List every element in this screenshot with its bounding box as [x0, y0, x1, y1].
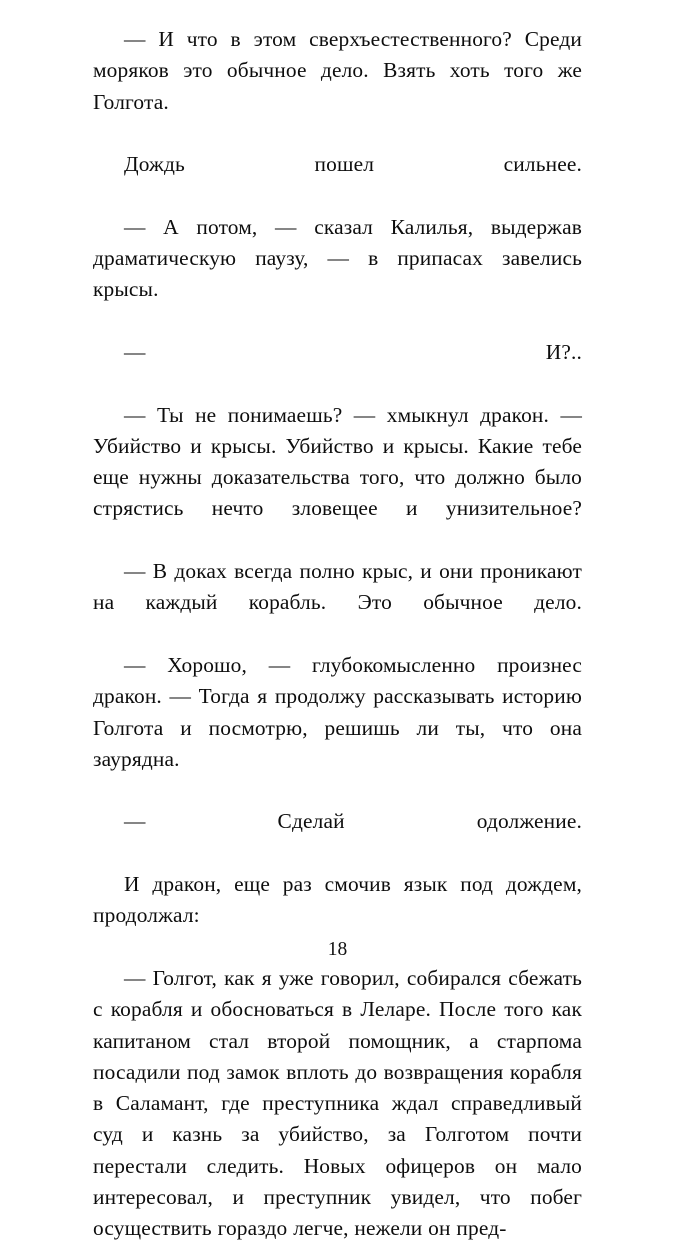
paragraph: — Ты не понимаешь? — хмыкнул дракон. — Убийство и крысы. Убийство и крысы. Какие тебе еще нужны доказательства того, что должно было стрястись нечто зловещее и унизительное?: [93, 402, 582, 521]
paragraph: — Сделай одолжение.: [124, 809, 582, 834]
paragraph: И дракон, еще раз смочив язык под дождем, продолжал:: [93, 872, 582, 928]
paragraph: — Голгот, как я уже говорил, собирался сбежать с корабля и обосноваться в Леларе. После того как капитаном стал второй помощник, а старпома посадили под замок вплоть до возвращения корабля в Саламант, где преступника ждал справедливый суд и казнь за убийство, за Голготом почти перестали следить. Новых офицеров он мало интересовал, и преступник увидел, что побег осуществить гораздо легче, нежели он пред-: [93, 965, 582, 1241]
paragraph: Дождь пошел сильнее.: [124, 152, 582, 177]
paragraph: — В доках всегда полно крыс, и они проникают на каждый корабль. Это обычное дело.: [93, 559, 582, 615]
page-number: 18: [327, 939, 348, 960]
paragraph: — Хорошо, — глубокомысленно произнес дракон. — Тогда я продолжу рассказывать историю Голгота и посмотрю, решишь ли ты, что она заурядна.: [93, 652, 582, 771]
paragraph: — А потом, — сказал Калилья, выдержав драматическую паузу, — в припасах завелись крысы.: [93, 214, 582, 302]
page-text-block: [93, 24, 582, 1245]
paragraph: — И что в этом сверхъестественного? Среди моряков это обычное дело. Взять хоть того же Голгота.: [93, 27, 582, 114]
paragraph: — И?..: [124, 339, 582, 364]
